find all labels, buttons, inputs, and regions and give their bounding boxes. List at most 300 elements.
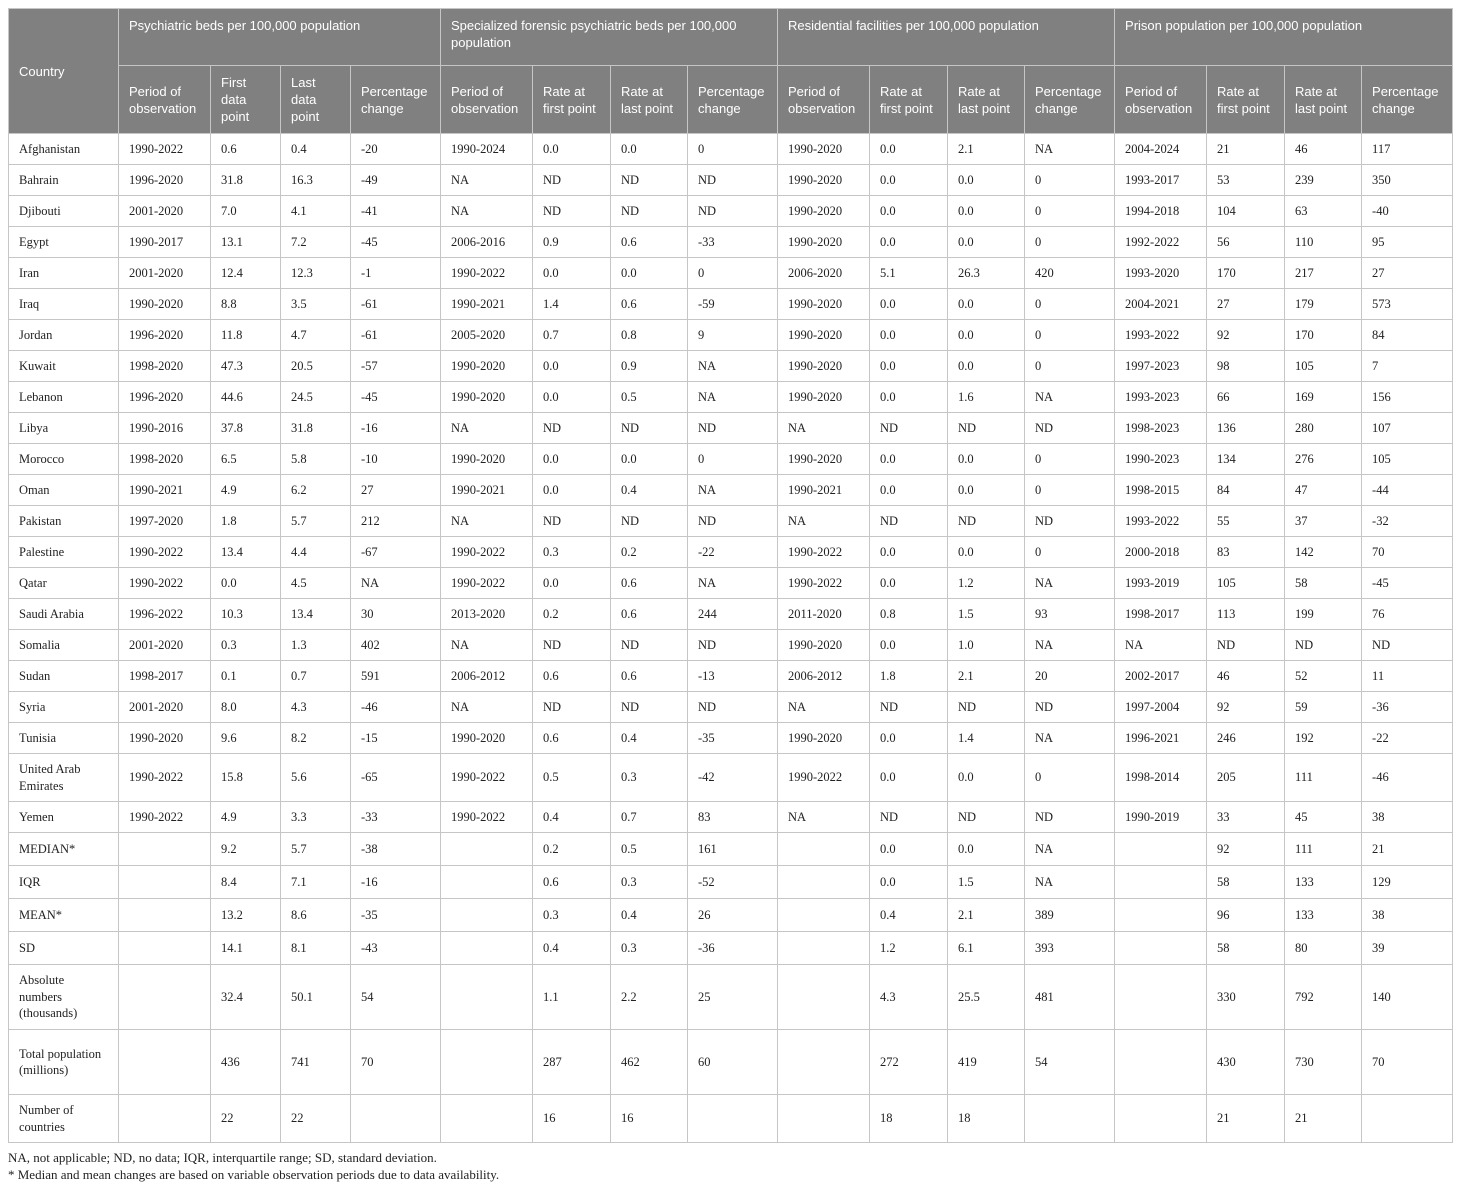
table-cell: 0.5 — [533, 754, 611, 802]
table-cell: 0.4 — [870, 899, 948, 932]
header-country: Country — [9, 9, 119, 134]
table-row — [9, 537, 1453, 568]
table-cell: 8.1 — [281, 932, 351, 965]
table-cell: 244 — [688, 599, 778, 630]
table-cell: 0.0 — [533, 134, 611, 165]
table-cell: 0.0 — [870, 866, 948, 899]
table-cell: 2006-2012 — [778, 661, 870, 692]
table-row — [9, 134, 1453, 165]
table-cell: ND — [611, 692, 688, 723]
table-cell: NA — [441, 413, 533, 444]
table-cell: -13 — [688, 661, 778, 692]
table-cell: 0.4 — [611, 899, 688, 932]
table-cell: 133 — [1285, 899, 1362, 932]
table-cell: 11 — [1362, 661, 1453, 692]
table-cell: ND — [688, 692, 778, 723]
table-cell: 0 — [1025, 351, 1115, 382]
table-cell: 1.8 — [870, 661, 948, 692]
table-cell: 16 — [533, 1095, 611, 1143]
row-label-cell: Somalia — [9, 630, 119, 661]
table-cell: 0 — [1025, 289, 1115, 320]
table-cell — [778, 932, 870, 965]
row-label-cell: Kuwait — [9, 351, 119, 382]
table-cell: 1998-2017 — [119, 661, 211, 692]
table-cell: -49 — [351, 165, 441, 196]
table-cell: 3.3 — [281, 802, 351, 833]
table-cell: 591 — [351, 661, 441, 692]
table-cell: 0.0 — [948, 227, 1025, 258]
table-cell: 6.1 — [948, 932, 1025, 965]
table-cell: 1.1 — [533, 965, 611, 1030]
table-cell: ND — [948, 506, 1025, 537]
table-cell: 0.5 — [611, 382, 688, 413]
table-cell: 4.1 — [281, 196, 351, 227]
table-cell: -41 — [351, 196, 441, 227]
table-cell: 55 — [1207, 506, 1285, 537]
table-cell: 0 — [1025, 320, 1115, 351]
table-cell: 98 — [1207, 351, 1285, 382]
table-cell: 1993-2022 — [1115, 506, 1207, 537]
table-cell — [441, 866, 533, 899]
table-cell: -15 — [351, 723, 441, 754]
subheader-prison-population-period: Period of observation — [1115, 66, 1207, 134]
table-cell — [119, 932, 211, 965]
table-cell: 1990-2020 — [119, 289, 211, 320]
table-row — [9, 661, 1453, 692]
row-label-cell: Lebanon — [9, 382, 119, 413]
table-cell: NA — [688, 568, 778, 599]
row-label-cell: Palestine — [9, 537, 119, 568]
table-cell: 0.6 — [611, 289, 688, 320]
table-cell: 1990-2023 — [1115, 444, 1207, 475]
table-cell: ND — [948, 802, 1025, 833]
table-cell: 0.0 — [870, 351, 948, 382]
table-cell: 0.0 — [870, 833, 948, 866]
table-row — [9, 692, 1453, 723]
footnote-asterisk: * Median and mean changes are based on variable observation periods due to data availability. — [8, 1167, 500, 1182]
table-cell: 1998-2017 — [1115, 599, 1207, 630]
table-cell: 2001-2020 — [119, 692, 211, 723]
table-cell: ND — [533, 630, 611, 661]
table-cell: NA — [1025, 866, 1115, 899]
table-cell: 12.3 — [281, 258, 351, 289]
table-row — [9, 382, 1453, 413]
subheader-forensic-beds-period: Period of observation — [441, 66, 533, 134]
table-cell: ND — [533, 506, 611, 537]
table-cell: 136 — [1207, 413, 1285, 444]
table-cell: NA — [688, 382, 778, 413]
table-cell: 1.5 — [948, 599, 1025, 630]
table-cell: ND — [1207, 630, 1285, 661]
table-cell: 1997-2020 — [119, 506, 211, 537]
table-row — [9, 802, 1453, 833]
table-cell: 1990-2020 — [778, 134, 870, 165]
table-cell: 31.8 — [211, 165, 281, 196]
table-cell: 0.0 — [533, 444, 611, 475]
table-cell: 5.8 — [281, 444, 351, 475]
table-cell — [1025, 1095, 1115, 1143]
table-cell: 462 — [611, 1030, 688, 1095]
table-cell: 111 — [1285, 833, 1362, 866]
table-cell: 1990-2016 — [119, 413, 211, 444]
table-cell: 0.0 — [948, 165, 1025, 196]
table-cell: 70 — [1362, 1030, 1453, 1095]
table-cell: 95 — [1362, 227, 1453, 258]
table-cell: 481 — [1025, 965, 1115, 1030]
table-cell: -22 — [688, 537, 778, 568]
table-cell: 37.8 — [211, 413, 281, 444]
row-label-cell: Morocco — [9, 444, 119, 475]
table-cell: 0.0 — [948, 351, 1025, 382]
table-cell: NA — [1025, 568, 1115, 599]
table-cell: 6.5 — [211, 444, 281, 475]
table-cell — [441, 1095, 533, 1143]
table-cell: 1996-2020 — [119, 320, 211, 351]
table-cell: 0.6 — [611, 227, 688, 258]
table-cell: 1990-2022 — [441, 802, 533, 833]
subheader-psychiatric-beds-percentage-change: Percentage change — [351, 66, 441, 134]
table-cell: 1.4 — [533, 289, 611, 320]
table-cell: 70 — [1362, 537, 1453, 568]
table-cell: 2002-2017 — [1115, 661, 1207, 692]
table-cell: 21 — [1285, 1095, 1362, 1143]
table-cell: 0.0 — [533, 258, 611, 289]
row-label-cell: SD — [9, 932, 119, 965]
table-cell: 0.0 — [611, 444, 688, 475]
table-cell: 107 — [1362, 413, 1453, 444]
table-cell: 1990-2020 — [778, 444, 870, 475]
table-cell: 272 — [870, 1030, 948, 1095]
table-cell: 7.1 — [281, 866, 351, 899]
table-cell: 741 — [281, 1030, 351, 1095]
table-cell: 53 — [1207, 165, 1285, 196]
table-cell: -1 — [351, 258, 441, 289]
table-cell: -65 — [351, 754, 441, 802]
table-cell: 14.1 — [211, 932, 281, 965]
table-cell: 1990-2019 — [1115, 802, 1207, 833]
table-cell: 0.0 — [948, 196, 1025, 227]
table-cell: 287 — [533, 1030, 611, 1095]
table-cell: 18 — [870, 1095, 948, 1143]
table-cell: 25 — [688, 965, 778, 1030]
table-cell: 0.0 — [870, 165, 948, 196]
header-group-psychiatric-beds: Psychiatric beds per 100,000 population — [119, 9, 441, 66]
table-cell: 2006-2012 — [441, 661, 533, 692]
table-cell: ND — [533, 165, 611, 196]
table-cell: 0.2 — [611, 537, 688, 568]
table-cell: 1990-2022 — [441, 258, 533, 289]
table-cell: 2001-2020 — [119, 258, 211, 289]
table-cell: 129 — [1362, 866, 1453, 899]
table-cell: 170 — [1207, 258, 1285, 289]
row-label-cell: MEAN* — [9, 899, 119, 932]
table-cell: 1990-2022 — [441, 537, 533, 568]
table-cell: 0.0 — [870, 289, 948, 320]
table-cell: 0.7 — [281, 661, 351, 692]
table-cell: 1996-2020 — [119, 165, 211, 196]
table-cell: 66 — [1207, 382, 1285, 413]
table-row — [9, 568, 1453, 599]
row-label-cell: Iraq — [9, 289, 119, 320]
row-label-cell: Sudan — [9, 661, 119, 692]
table-cell: 0.8 — [870, 599, 948, 630]
table-cell: 1990-2022 — [441, 754, 533, 802]
table-container — [8, 8, 1452, 1183]
table-cell: 0 — [688, 134, 778, 165]
table-cell: -35 — [688, 723, 778, 754]
table-cell: -16 — [351, 413, 441, 444]
table-cell — [441, 899, 533, 932]
table-cell: 1990-2020 — [119, 723, 211, 754]
table-cell: 0.6 — [533, 723, 611, 754]
summary-row — [9, 833, 1453, 866]
row-label-cell: United Arab Emirates — [9, 754, 119, 802]
table-cell: 0.9 — [611, 351, 688, 382]
row-label-cell: Number of countries — [9, 1095, 119, 1143]
table-cell: NA — [441, 506, 533, 537]
table-cell: -36 — [1362, 692, 1453, 723]
subheader-residential-facilities-period: Period of observation — [778, 66, 870, 134]
table-cell: -45 — [351, 227, 441, 258]
table-cell: -52 — [688, 866, 778, 899]
table-cell: -33 — [351, 802, 441, 833]
table-cell — [351, 1095, 441, 1143]
table-cell: 32.4 — [211, 965, 281, 1030]
table-cell: 0.0 — [870, 134, 948, 165]
table-cell: NA — [441, 196, 533, 227]
table-cell: 0.0 — [870, 568, 948, 599]
table-cell — [441, 932, 533, 965]
table-cell: 92 — [1207, 692, 1285, 723]
table-row — [9, 630, 1453, 661]
table-cell — [1115, 833, 1207, 866]
table-cell: 4.7 — [281, 320, 351, 351]
summary-row — [9, 866, 1453, 899]
table-cell — [119, 866, 211, 899]
table-cell: 96 — [1207, 899, 1285, 932]
table-cell: NA — [688, 351, 778, 382]
table-cell: -40 — [1362, 196, 1453, 227]
table-cell: 26 — [688, 899, 778, 932]
subheader-psychiatric-beds-last: Last data point — [281, 66, 351, 134]
table-cell: 58 — [1285, 568, 1362, 599]
table-cell: 58 — [1207, 866, 1285, 899]
table-cell: 1990-2020 — [778, 630, 870, 661]
subheader-forensic-beds-last: Rate at last point — [611, 66, 688, 134]
table-cell: NA — [778, 802, 870, 833]
table-cell: 0 — [1025, 444, 1115, 475]
table-cell: 179 — [1285, 289, 1362, 320]
table-cell: 420 — [1025, 258, 1115, 289]
table-cell: 1996-2020 — [119, 382, 211, 413]
table-cell: 330 — [1207, 965, 1285, 1030]
table-cell: 4.5 — [281, 568, 351, 599]
table-cell: 0.4 — [533, 802, 611, 833]
table-cell: 0.3 — [211, 630, 281, 661]
table-cell: 0.0 — [533, 475, 611, 506]
table-cell: ND — [948, 413, 1025, 444]
table-cell: 8.2 — [281, 723, 351, 754]
table-cell — [441, 965, 533, 1030]
table-cell: 0.0 — [948, 444, 1025, 475]
table-cell: -61 — [351, 289, 441, 320]
table-row — [9, 227, 1453, 258]
table-cell: 1990-2020 — [778, 196, 870, 227]
row-label-cell: Oman — [9, 475, 119, 506]
table-cell: 1.3 — [281, 630, 351, 661]
table-cell: NA — [778, 413, 870, 444]
table-cell — [119, 833, 211, 866]
table-cell: NA — [778, 506, 870, 537]
table-cell — [1115, 932, 1207, 965]
table-cell: 0 — [688, 258, 778, 289]
table-cell: 0 — [688, 444, 778, 475]
table-cell: 2001-2020 — [119, 196, 211, 227]
summary-row — [9, 899, 1453, 932]
table-cell: 1.2 — [870, 932, 948, 965]
table-row — [9, 475, 1453, 506]
table-cell: NA — [1025, 630, 1115, 661]
table-cell: 0.0 — [948, 537, 1025, 568]
table-cell — [1115, 1030, 1207, 1095]
table-cell: 3.5 — [281, 289, 351, 320]
row-label-cell: MEDIAN* — [9, 833, 119, 866]
table-cell — [778, 965, 870, 1030]
table-cell: 46 — [1285, 134, 1362, 165]
table-cell: 63 — [1285, 196, 1362, 227]
table-cell: 792 — [1285, 965, 1362, 1030]
table-cell: 52 — [1285, 661, 1362, 692]
table-cell: 1993-2022 — [1115, 320, 1207, 351]
table-cell: 54 — [1025, 1030, 1115, 1095]
table-cell: 280 — [1285, 413, 1362, 444]
table-cell: 0.0 — [870, 382, 948, 413]
table-cell: 0.3 — [611, 932, 688, 965]
table-cell: 212 — [351, 506, 441, 537]
table-cell: 2004-2021 — [1115, 289, 1207, 320]
table-cell: 5.7 — [281, 833, 351, 866]
table-row — [9, 444, 1453, 475]
table-cell: 80 — [1285, 932, 1362, 965]
table-cell: 1990-2022 — [119, 537, 211, 568]
table-cell: 0.0 — [948, 754, 1025, 802]
table-cell: 27 — [1207, 289, 1285, 320]
table-cell: 1996-2021 — [1115, 723, 1207, 754]
table-cell: 1990-2022 — [119, 134, 211, 165]
table-cell: 0 — [1025, 227, 1115, 258]
table-cell: 0 — [1025, 754, 1115, 802]
table-cell — [119, 965, 211, 1030]
table-cell: 5.6 — [281, 754, 351, 802]
table-cell: ND — [870, 413, 948, 444]
table-cell: 436 — [211, 1030, 281, 1095]
table-cell: 2013-2020 — [441, 599, 533, 630]
table-row — [9, 196, 1453, 227]
table-cell: 117 — [1362, 134, 1453, 165]
table-cell: 0.6 — [533, 661, 611, 692]
table-cell: 2.2 — [611, 965, 688, 1030]
table-cell — [1362, 1095, 1453, 1143]
table-cell: 0.2 — [533, 599, 611, 630]
table-cell: 4.9 — [211, 802, 281, 833]
table-cell — [688, 1095, 778, 1143]
table-cell: 105 — [1285, 351, 1362, 382]
table-cell: ND — [533, 413, 611, 444]
table-cell: 93 — [1025, 599, 1115, 630]
table-cell: 92 — [1207, 833, 1285, 866]
table-cell: 142 — [1285, 537, 1362, 568]
table-cell: 0.0 — [870, 320, 948, 351]
table-cell — [778, 866, 870, 899]
table-cell: -35 — [351, 899, 441, 932]
table-cell: 105 — [1207, 568, 1285, 599]
table-cell: 20 — [1025, 661, 1115, 692]
table-cell: 1990-2020 — [441, 723, 533, 754]
table-cell: ND — [611, 413, 688, 444]
table-cell: 6.2 — [281, 475, 351, 506]
row-label-cell: Libya — [9, 413, 119, 444]
table-cell: 0.6 — [611, 599, 688, 630]
table-cell: 1997-2004 — [1115, 692, 1207, 723]
row-label-cell: Absolute numbers (thousands) — [9, 965, 119, 1030]
table-cell: 0.3 — [533, 899, 611, 932]
table-cell: 0.0 — [948, 833, 1025, 866]
table-cell: 24.5 — [281, 382, 351, 413]
row-label-cell: Iran — [9, 258, 119, 289]
table-row — [9, 320, 1453, 351]
table-cell: 0 — [1025, 475, 1115, 506]
table-cell: ND — [533, 196, 611, 227]
summary-row — [9, 1095, 1453, 1143]
table-cell: ND — [688, 630, 778, 661]
table-cell: 0.5 — [611, 833, 688, 866]
table-cell: 59 — [1285, 692, 1362, 723]
table-cell: 0.3 — [611, 754, 688, 802]
table-cell: 0.0 — [870, 196, 948, 227]
table-body — [9, 134, 1453, 1143]
table-cell: -44 — [1362, 475, 1453, 506]
data-table — [8, 8, 1453, 1143]
table-cell: 0.0 — [948, 320, 1025, 351]
table-cell: 7.2 — [281, 227, 351, 258]
row-label-cell: Jordan — [9, 320, 119, 351]
table-cell: 0 — [1025, 196, 1115, 227]
row-label-cell: Afghanistan — [9, 134, 119, 165]
table-cell: 402 — [351, 630, 441, 661]
table-cell: 1994-2018 — [1115, 196, 1207, 227]
table-cell: 1990-2020 — [778, 289, 870, 320]
table-cell: 8.4 — [211, 866, 281, 899]
table-cell: 83 — [1207, 537, 1285, 568]
table-cell: 0.0 — [870, 537, 948, 568]
table-cell: 573 — [1362, 289, 1453, 320]
table-cell: 84 — [1207, 475, 1285, 506]
table-cell: 1990-2021 — [778, 475, 870, 506]
table-cell: -59 — [688, 289, 778, 320]
table-cell: 169 — [1285, 382, 1362, 413]
table-cell: 0.0 — [948, 289, 1025, 320]
table-cell: -38 — [351, 833, 441, 866]
table-cell: 8.0 — [211, 692, 281, 723]
table-cell: 38 — [1362, 899, 1453, 932]
summary-row — [9, 1030, 1453, 1095]
table-cell: 33 — [1207, 802, 1285, 833]
table-cell — [778, 833, 870, 866]
table-cell: 4.9 — [211, 475, 281, 506]
table-row — [9, 723, 1453, 754]
table-cell: ND — [870, 692, 948, 723]
table-cell: 1.4 — [948, 723, 1025, 754]
